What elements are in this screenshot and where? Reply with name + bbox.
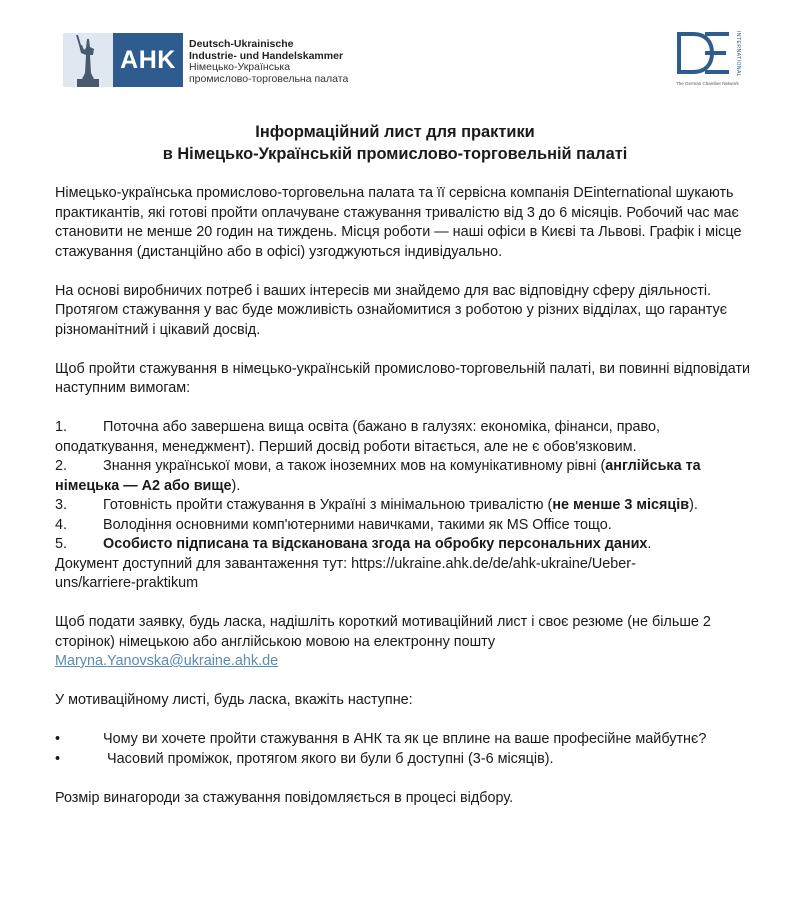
requirement-number: 1.: [55, 419, 68, 435]
de-logo-vertical-text: INTERNATIONAL: [735, 31, 741, 78]
letterhead: [0, 0, 790, 110]
ahk-logo: [63, 33, 348, 87]
document-title: [0, 121, 790, 165]
monument-statue-icon: [63, 33, 113, 87]
bullet-text: Чому ви хочете пройти стажування в АНК та як це вплине на ваше професійне майбутнє?: [103, 731, 707, 747]
intro-paragraph-1: Німецько-українська промислово-торговельна палата та її сервісна компанія DEinternational шукають практикантів, які готові пройти оплачуване стажування тривалістю від 3 до 6 місяців. Робочий час має становити не менше 20 годин на тиждень. Місця роботи — наші офіси в Києві та Львові. Графік і місце стажування (дистанційно або в офісі) узгоджуються індивідуально.: [55, 185, 742, 260]
ahk-logo-text: [189, 33, 348, 87]
requirement-text: Знання української мови, а також іноземних мов на комунікативному рівні (англійська та: [103, 458, 701, 474]
closing-paragraph: Розмір винагороди за стажування повідомляється в процесі відбору.: [55, 789, 514, 806]
requirement-text: Поточна або завершена вища освіта (бажано в галузях: економіка, фінанси, право,: [103, 419, 661, 435]
bullet-icon: •: [55, 731, 61, 747]
requirement-text: Володіння основними комп'ютерними навичками, такими як MS Office тощо.: [103, 516, 612, 533]
requirement-number: 2.: [55, 458, 68, 474]
motivation-bullet-1: [55, 730, 755, 750]
document-download-line-1: Документ доступний для завантаження тут: https://ukraine.ahk.de/de/ahk-ukraine/Ueber-: [55, 555, 636, 572]
ahk-logo-mark: [63, 33, 183, 87]
de-international-logo: [676, 31, 740, 91]
ahk-text-line2: Industrie- und Handelskammer: [189, 49, 344, 62]
ahk-logo-letters: AHK: [120, 45, 176, 74]
de-logo-mark: [676, 31, 732, 75]
bullet-text: Часовий проміжок, протягом якого ви були б доступні (3-6 місяців).: [103, 750, 554, 767]
ahk-text-line1: Deutsch-Ukrainische: [189, 38, 294, 50]
de-logo-tagline: The German Chamber Network: [676, 81, 739, 86]
requirement-item-3: [55, 496, 755, 516]
apply-paragraph: Щоб подати заявку, будь ласка, надішліть короткий мотиваційний лист і своє резюме (не більше 2 сторінок) німецькою або англійською мовою на електронну пошту: [55, 614, 711, 650]
requirement-number: 3.: [55, 497, 68, 513]
bullet-icon: •: [55, 750, 61, 767]
requirement-item-1: [55, 418, 755, 438]
ahk-text-line3: Німецько-Українська: [189, 61, 291, 73]
requirement-item-4: [55, 516, 755, 536]
document-body: [55, 184, 755, 808]
requirement-text: Готовність пройти стажування в Україні з мінімальною тривалістю (не менше 3 місяців).: [103, 497, 698, 513]
intro-paragraph-3: Щоб пройти стажування в німецько-українській промислово-торговельній палаті, ви повинні відповідати наступним вимогам:: [55, 360, 751, 396]
document-download-line-2: uns/karriere-praktikum: [55, 575, 199, 591]
title-line2: в Німецько-Українській промислово-торговельній палаті: [162, 145, 628, 163]
requirement-text: Особисто підписана та відсканована згода на обробку персональних даних.: [103, 536, 652, 552]
requirement-item-5: [55, 535, 755, 555]
requirement-2-continuation: німецька — А2 або вище).: [55, 477, 241, 494]
motivation-bullet-2: [55, 750, 755, 770]
intro-paragraph-2: На основі виробничих потреб і ваших інтересів ми знайдемо для вас відповідну сферу діяльності. Протягом стажування у вас буде можливість ознайомитися з роботою у різних відділах, що гарантує різноманітний і цікавий досвід.: [55, 282, 728, 338]
requirement-item-2: [55, 457, 755, 477]
motivation-intro: У мотиваційному листі, будь ласка, вкажіть наступне:: [55, 692, 413, 708]
requirement-number: 5.: [55, 536, 68, 552]
title-line1: Інформаційний лист для практики: [255, 123, 535, 141]
requirement-number: 4.: [55, 516, 68, 533]
requirement-1-continuation: оподаткування, менеджмент). Перший досвід роботи вітається, але не є обов'язковим.: [55, 438, 637, 455]
ahk-text-line4: промислово-торговельна палата: [189, 72, 349, 85]
contact-email-link[interactable]: Maryna.Yanovska@ukraine.ahk.de: [55, 653, 279, 669]
